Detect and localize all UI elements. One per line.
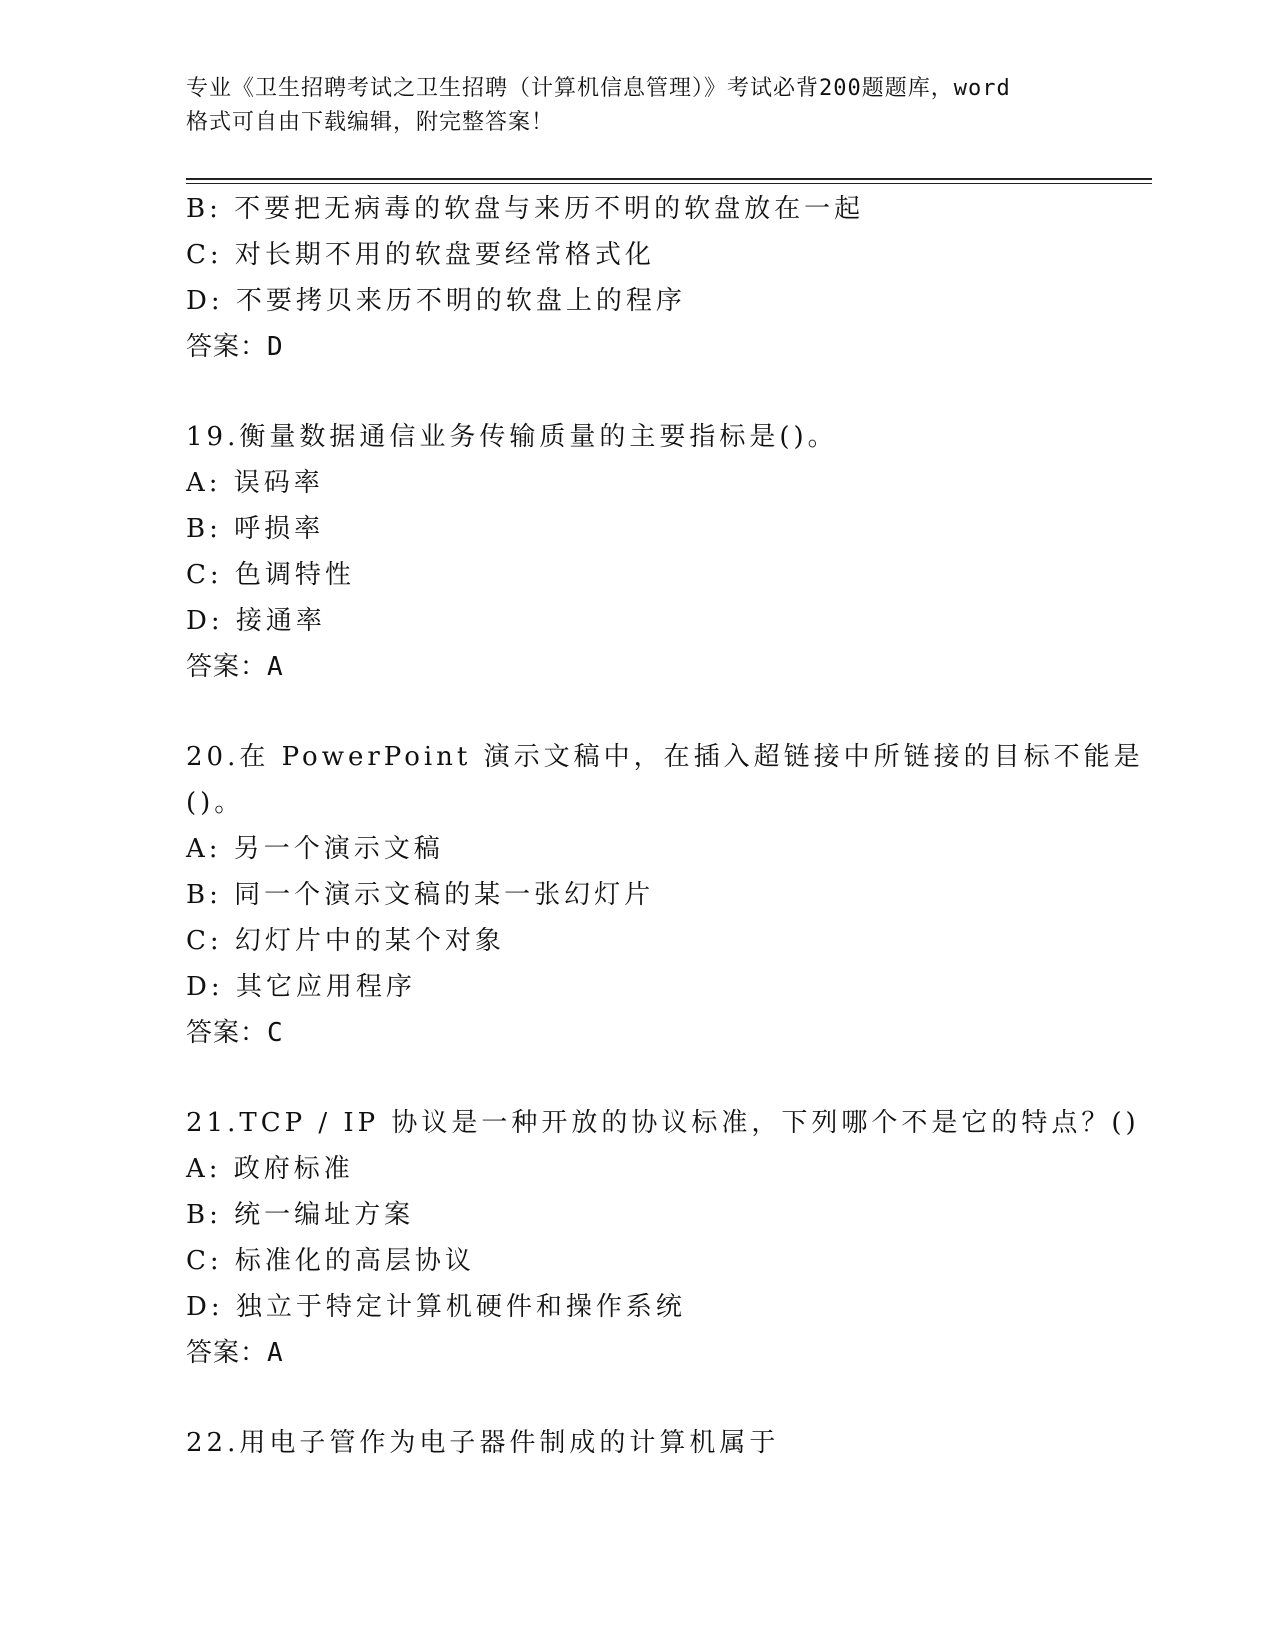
option-c: C: 对长期不用的软盘要经常格式化 [186, 240, 655, 270]
option-b: B: 同一个演示文稿的某一张幻灯片 [186, 880, 655, 910]
header-divider-thin [186, 183, 1152, 184]
question-20 [186, 734, 1144, 1056]
option-d: D: 独立于特定计算机硬件和操作系统 [186, 1292, 686, 1322]
question-19 [186, 414, 1086, 690]
answer-line: 答案：A [186, 1338, 284, 1368]
answer-line: 答案：C [186, 1018, 284, 1048]
question-21 [186, 1100, 1140, 1376]
question-stem: 20.在 PowerPoint 演示文稿中，在插入超链接中所链接的目标不能是 [186, 742, 1144, 772]
header-line-1: 专业《卫生招聘考试之卫生招聘（计算机信息管理）》考试必背200题题库，word [186, 76, 1011, 101]
answer-line: 答案：A [186, 652, 284, 682]
option-b: B: 呼损率 [186, 514, 325, 544]
option-c: C: 标准化的高层协议 [186, 1246, 475, 1276]
question-stem: 22.用电子管作为电子器件制成的计算机属于 [186, 1428, 780, 1458]
header-line-2: 格式可自由下载编辑，附完整答案！ [186, 110, 555, 135]
question-stem: 19.衡量数据通信业务传输质量的主要指标是()。 [186, 422, 838, 452]
option-c: C: 幻灯片中的某个对象 [186, 926, 505, 956]
document-header [186, 72, 1086, 140]
header-divider [186, 178, 1152, 180]
option-a: A: 另一个演示文稿 [186, 834, 444, 864]
question-18-tail [186, 186, 1086, 370]
option-c: C: 色调特性 [186, 560, 355, 590]
option-d: D: 其它应用程序 [186, 972, 416, 1002]
option-d: D: 不要拷贝来历不明的软盘上的程序 [186, 286, 686, 316]
answer-line: 答案：D [186, 332, 284, 362]
option-a: A: 政府标准 [186, 1154, 354, 1184]
option-d: D: 接通率 [186, 606, 326, 636]
question-stem: 21.TCP / IP 协议是一种开放的协议标准，下列哪个不是它的特点？() [186, 1108, 1140, 1138]
option-b: B: 不要把无病毒的软盘与来历不明的软盘放在一起 [186, 194, 865, 224]
question-list [186, 186, 1144, 1466]
question-stem-continued: ()。 [186, 788, 245, 818]
option-b: B: 统一编址方案 [186, 1200, 415, 1230]
option-a: A: 误码率 [186, 468, 324, 498]
question-22 [186, 1420, 1086, 1466]
